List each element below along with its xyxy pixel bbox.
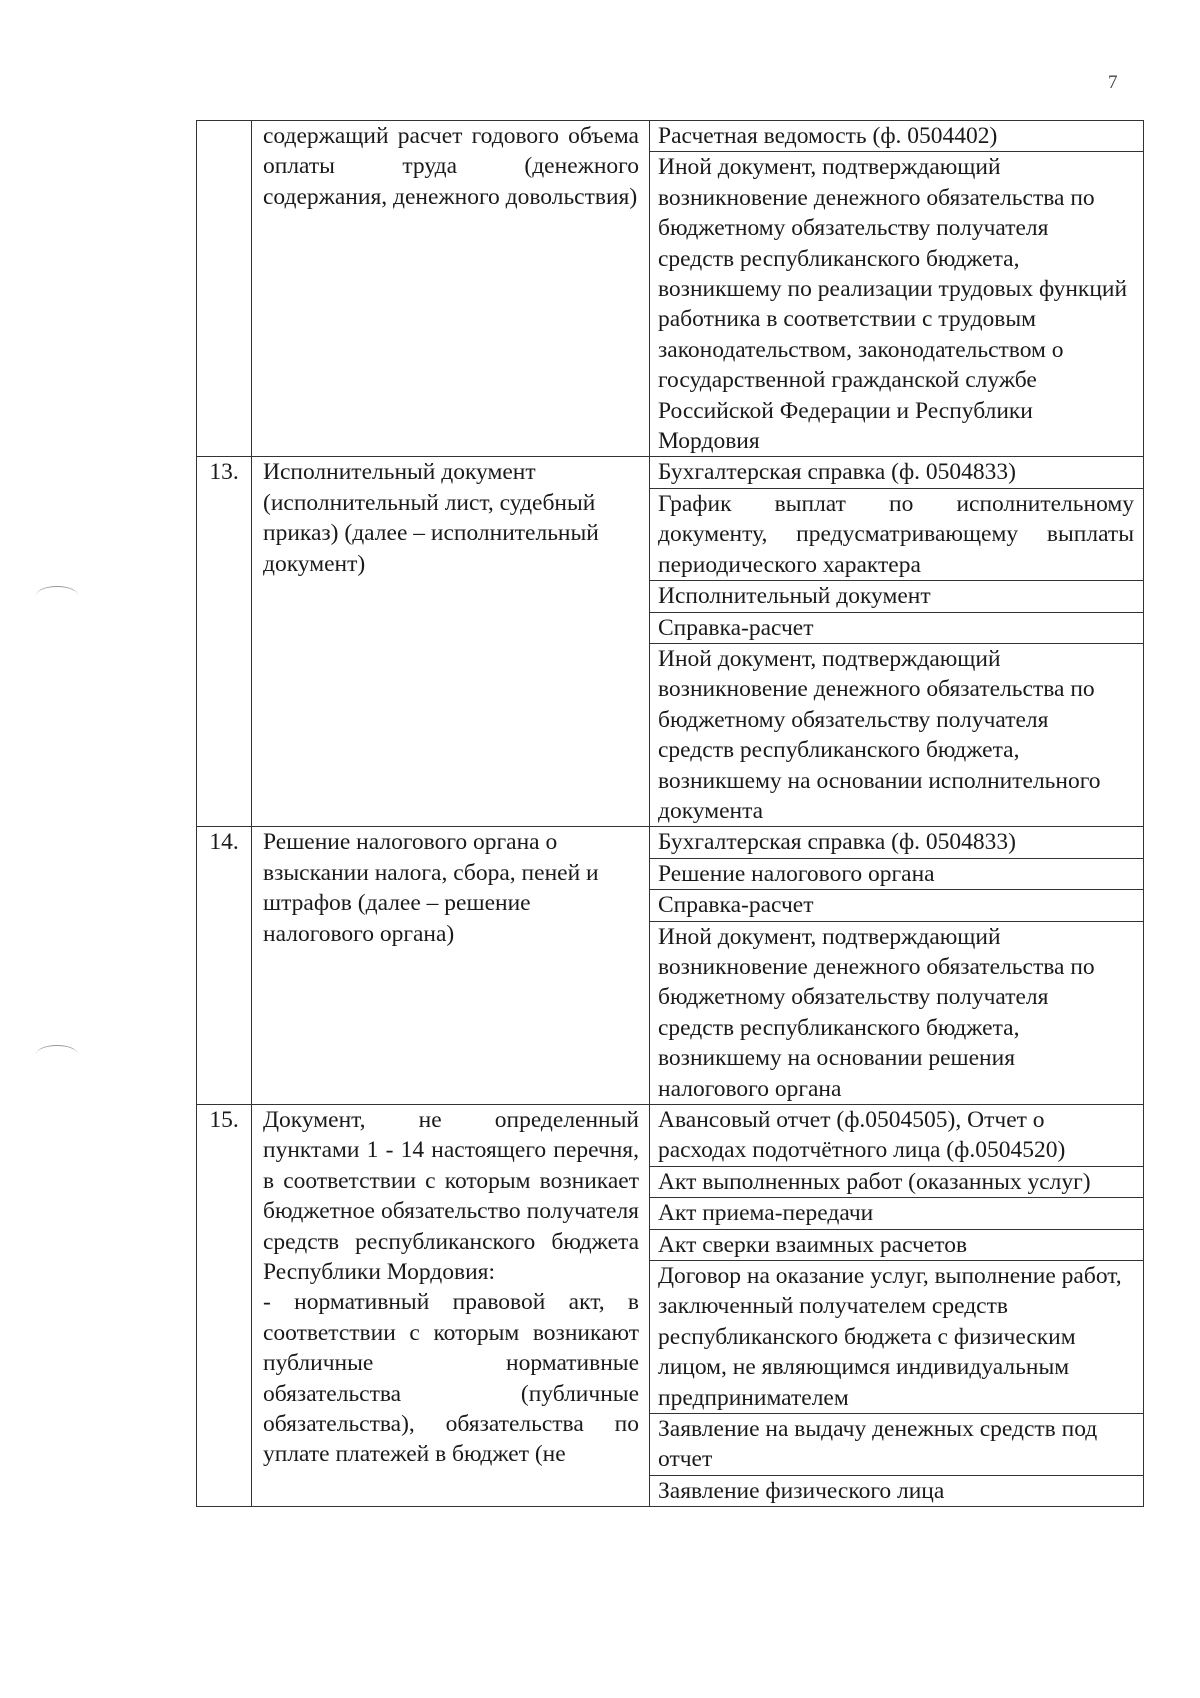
row-number: 15. bbox=[197, 1105, 252, 1507]
document-item: Договор на оказание услуг, выполнение работ, заключенный получателем средств республиканского бюджета с физическим лицом, не являющимся индивидуальным предпринимателем bbox=[650, 1261, 1143, 1414]
document-item: Бухгалтерская справка (ф. 0504833) bbox=[650, 827, 1143, 858]
document-item: Решение налогового органа bbox=[650, 859, 1143, 890]
row-documents bbox=[650, 1105, 1144, 1507]
scan-mark bbox=[36, 586, 78, 605]
row-description bbox=[252, 121, 650, 457]
table-row bbox=[197, 1105, 1144, 1507]
description-text: Исполнительный документ (исполнительный лист, судебный приказ) (далее – исполнительный документ) bbox=[263, 459, 599, 577]
document-item: Справка-расчет bbox=[650, 890, 1143, 921]
row-description bbox=[252, 457, 650, 827]
page-number: 7 bbox=[1108, 72, 1118, 93]
document-item: Иной документ, подтверждающий возникновение денежного обязательства по бюджетному обязательству получателя средств республиканского бюджета, возникшему на основании исполнительного документа bbox=[658, 645, 1101, 824]
documents-table bbox=[196, 120, 1144, 1507]
document-item: Справка-расчет bbox=[650, 613, 1143, 644]
document-item: Акт сверки взаимных расчетов bbox=[650, 1230, 1143, 1261]
row-description bbox=[252, 1105, 650, 1507]
table-row bbox=[197, 121, 1144, 457]
row-number bbox=[197, 121, 252, 457]
scan-mark bbox=[36, 1045, 78, 1064]
row-documents bbox=[650, 457, 1144, 827]
row-number: 14. bbox=[197, 827, 252, 1105]
row-number: 13. bbox=[197, 457, 252, 827]
row-documents bbox=[650, 827, 1144, 1105]
document-item: Авансовый отчет (ф.0504505), Отчет о расходах подотчётного лица (ф.0504520) bbox=[650, 1105, 1143, 1167]
table-row bbox=[197, 457, 1144, 827]
row-documents bbox=[650, 121, 1144, 457]
document-item: График выплат по исполнительному документу, предусматривающему выплаты периодического характера bbox=[650, 489, 1143, 581]
document-item: Иной документ, подтверждающий возникновение денежного обязательства по бюджетному обязательству получателя средств республиканского бюджета, возникшему на основании решения налогового органа bbox=[658, 923, 1095, 1102]
row-description bbox=[252, 827, 650, 1105]
document-item: Заявление физического лица bbox=[658, 1477, 945, 1504]
description-text: Решение налогового органа о взыскании налога, сбора, пеней и штрафов (далее – решение налогового органа) bbox=[263, 829, 599, 947]
document-item: Расчетная ведомость (ф. 0504402) bbox=[650, 121, 1143, 152]
document-item: Иной документ, подтверждающий возникновение денежного обязательства по бюджетному обязательству получателя средств республиканского бюджета, возникшему по реализации трудовых функций работника в соответствии с трудовым законодательством, законодательством о государственной гражданской службе Российской Федерации и Республики Мордовия bbox=[658, 154, 1128, 455]
description-text: Документ, не определенный пунктами 1 - 14 настоящего перечня, в соответствии с которым возникает бюджетное обязательство получателя средств республиканского бюджета Республики Мордовия: bbox=[263, 1107, 639, 1286]
table-row bbox=[197, 827, 1144, 1105]
document-item: Акт приема-передачи bbox=[650, 1198, 1143, 1229]
description-text: содержащий расчет годового объема оплаты труда (денежного содержания, денежного довольствия) bbox=[263, 123, 639, 210]
description-extra-text: - нормативный правовой акт, в соответствии с которым возникают публичные нормативные обязательства (публичные обязательства), обязательства по уплате платежей в бюджет (не bbox=[263, 1289, 639, 1468]
document-item: Исполнительный документ bbox=[650, 581, 1143, 612]
document-item: Заявление на выдачу денежных средств под отчет bbox=[650, 1414, 1143, 1476]
document-item: Бухгалтерская справка (ф. 0504833) bbox=[650, 457, 1143, 488]
document-item: Акт выполненных работ (оказанных услуг) bbox=[650, 1167, 1143, 1198]
